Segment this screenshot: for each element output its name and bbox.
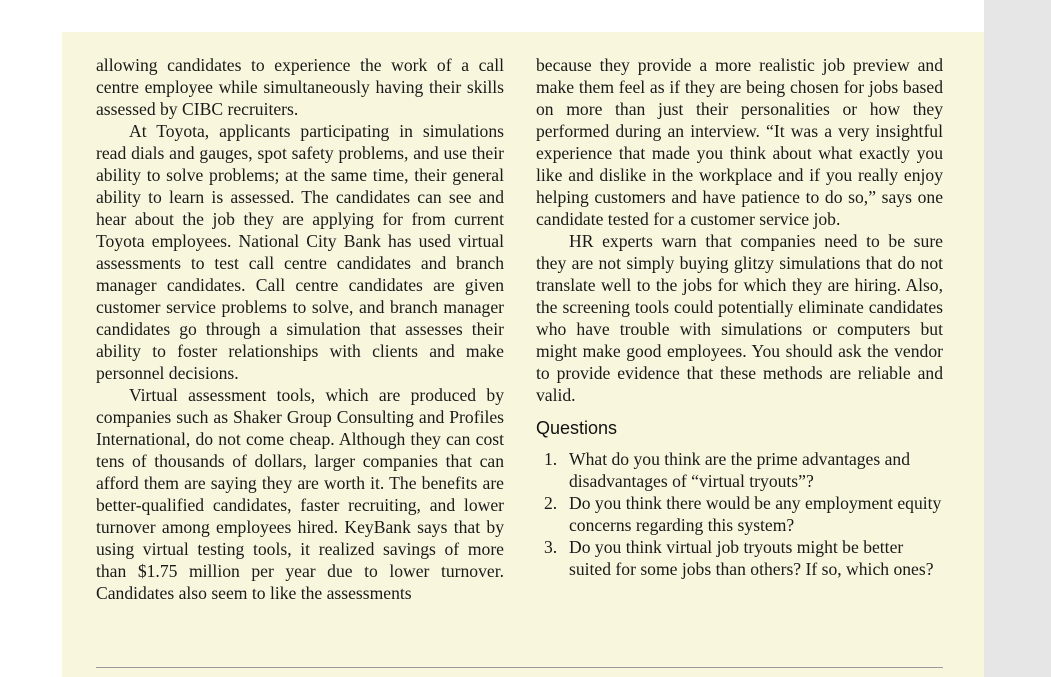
bottom-divider [96,667,943,668]
paragraph: At Toyota, applicants participating in simulations read dials and gauges, spot safety problems, and use their ability to solve problems; at the same time, their general ability to learn is assessed. The candidates can see and hear about the job they are applying for from current Toyota employees. National City Bank has used virtual assessments to test call centre candidates and branch manager candidates. Call centre candidates are given customer service problems to solve, and branch manager candidates go through a simulation that assesses their ability to foster relationships with clients and make personnel decisions. [96,121,504,383]
paragraph: Virtual assessment tools, which are produced by companies such as Shaker Group Consulting and Profiles International, do not come cheap. Although they can cost tens of thousands of dollars, larger companies that can afford them are saying they are worth it. The benefits are better-qualified candidates, faster recruiting, and lower turnover among employees hired. KeyBank says that by using virtual testing tools, it realized savings of more than $1.75 million per year due to lower turnover. Candidates also seem to like the assessments [96,385,504,603]
left-column [96,54,504,604]
question-item [536,536,943,580]
question-item [536,492,943,536]
question-text: What do you think are the prime advantages and disadvantages of “virtual tryouts”? [569,449,911,491]
paragraph: because they provide a more realistic job preview and make them feel as if they are being chosen for jobs based on more than just their personalities or how they performed during an interview. “It was a very insightful experience that made you think about what exactly you like and dislike in the workplace and if you really enjoy helping customers and have patience to do so,” says one candidate tested for a customer service job. [536,55,943,229]
question-text: Do you think there would be any employment equity concerns regarding this system? [569,493,942,535]
questions-list [536,448,943,580]
question-number: 3. [544,537,558,557]
page-edge-strip [984,0,1051,677]
right-column [536,54,943,580]
paragraph: allowing candidates to experience the work of a call centre employee while simultaneously having their skills assessed by CIBC recruiters. [96,55,504,119]
question-text: Do you think virtual job tryouts might be better suited for some jobs than others? If so, which ones? [569,537,934,579]
question-number: 1. [544,449,558,469]
question-number: 2. [544,493,558,513]
paragraph: HR experts warn that companies need to be sure they are not simply buying glitzy simulations that do not translate well to the jobs for which they are hiring. Also, the screening tools could potentially eliminate candidates who have trouble with simulations or computers but might make good employees. You should ask the vendor to provide evidence that these methods are reliable and valid. [536,231,943,405]
questions-heading: Questions [536,418,618,438]
question-item [536,448,943,492]
